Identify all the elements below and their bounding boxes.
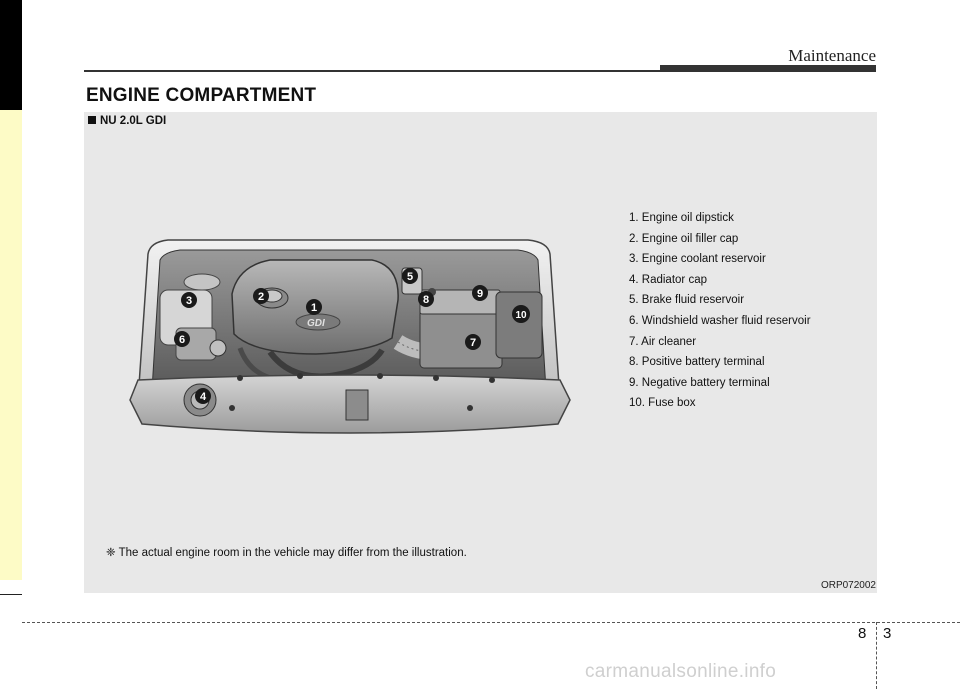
svg-text:9: 9 [476,288,484,300]
legend-item: 1. Engine oil dipstick [629,212,734,224]
side-divider [0,594,22,595]
callout-7 [465,334,481,350]
watermark-text: carmanualsonline.info [585,661,777,682]
callout-8 [418,291,434,307]
callout-10 [512,305,530,323]
footer-dashed-rule [22,622,960,623]
header-rule-thick [660,65,876,72]
illustration-note: ❈ The actual engine room in the vehicle may differ from the illustration. [106,547,467,559]
section-title: Maintenance [788,46,876,65]
legend-item: 8. Positive battery terminal [629,356,765,369]
chapter-tab-black [0,0,22,110]
svg-text:6: 6 [178,334,186,346]
callout-2 [253,288,269,304]
page-heading: ENGINE COMPARTMENT [86,85,317,106]
engine-badge-text: GDI [307,318,325,329]
bullet-square-icon [88,116,96,124]
component-legend [629,208,811,414]
svg-text:5: 5 [406,271,414,283]
svg-text:10: 10 [515,310,527,321]
page-number: 3 [883,625,892,642]
engine-variant-text: NU 2.0L GDI [100,115,167,127]
callout-4 [195,388,211,404]
chapter-tab-yellow [0,110,22,580]
figure-code: ORP072002 [820,580,876,591]
callout-5 [402,268,418,284]
svg-text:3: 3 [185,295,193,307]
legend-item: 2. Engine oil filler cap [629,232,739,245]
legend-item: 3. Engine coolant reservoir [629,253,766,266]
legend-item: 6. Windshield washer fluid reservoir [629,314,811,327]
svg-text:1: 1 [310,302,318,314]
legend-item: 7. Air cleaner [629,335,697,348]
callout-9 [472,285,488,301]
svg-text:2: 2 [257,291,265,303]
legend-item: 5. Brake fluid reservoir [629,294,745,307]
legend-item: 4. Radiator cap [629,273,707,286]
callout-1 [306,299,322,315]
callout-6 [174,331,190,347]
engine-compartment-illustration [120,230,580,450]
callout-3 [181,292,197,308]
engine-variant-label [88,115,166,127]
footer-dashed-divider [876,622,877,689]
chapter-number: 8 [858,625,867,642]
svg-text:8: 8 [422,294,430,306]
svg-text:4: 4 [199,391,207,403]
header-rule-thin [84,70,660,72]
svg-text:7: 7 [469,337,477,349]
legend-item: 10. Fuse box [629,397,696,410]
legend-item: 9. Negative battery terminal [629,376,770,389]
